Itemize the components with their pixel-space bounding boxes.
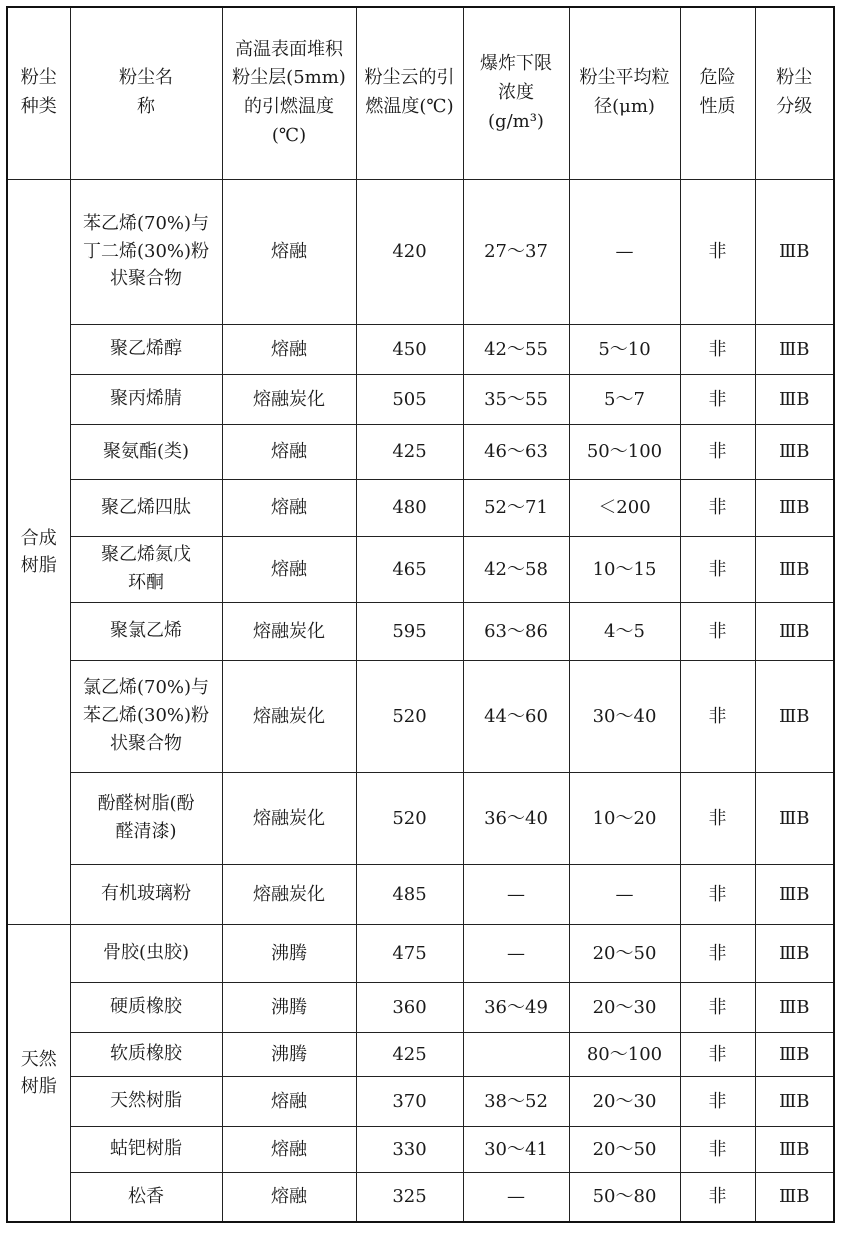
header-name: 粉尘名称 [70, 7, 222, 179]
cloud-ignition-cell: 425 [356, 1032, 463, 1076]
table-body [7, 179, 834, 1222]
dust-name-cell: 氯乙烯(70%)与苯乙烯(30%)粉状聚合物 [70, 660, 222, 772]
lower-explosion-limit-cell: 36～40 [463, 772, 569, 864]
dust-grade-cell: ⅢB [755, 1126, 834, 1172]
dust-name-cell: 酚醛树脂(酚醛清漆) [70, 772, 222, 864]
hazard-cell: 非 [680, 536, 755, 602]
hazard-cell: 非 [680, 324, 755, 374]
cloud-ignition-cell: 370 [356, 1076, 463, 1126]
header-kind: 粉尘种类 [7, 7, 70, 179]
cloud-ignition-cell: 520 [356, 772, 463, 864]
hazard-cell: 非 [680, 1126, 755, 1172]
hazard-cell: 非 [680, 660, 755, 772]
cloud-ignition-cell: 595 [356, 602, 463, 660]
header-grade: 粉尘分级 [755, 7, 834, 179]
hazard-cell: 非 [680, 602, 755, 660]
lower-explosion-limit-cell: 42～55 [463, 324, 569, 374]
table-row [7, 1172, 834, 1222]
lower-explosion-limit-cell: 46～63 [463, 424, 569, 479]
dust-kind-cell: 合成树脂 [7, 179, 70, 924]
hazard-cell: 非 [680, 479, 755, 536]
header-row [7, 7, 834, 179]
particle-size-cell: 20～50 [569, 1126, 680, 1172]
cloud-ignition-cell: 475 [356, 924, 463, 982]
header-lel: 爆炸下限浓度(g/m³) [463, 7, 569, 179]
dust-grade-cell: ⅢB [755, 660, 834, 772]
header-hazard: 危险性质 [680, 7, 755, 179]
particle-size-cell: 30～40 [569, 660, 680, 772]
layer-ignition-cell: 熔融炭化 [222, 374, 356, 424]
cloud-ignition-cell: 425 [356, 424, 463, 479]
table-row [7, 924, 834, 982]
dust-grade-cell: ⅢB [755, 772, 834, 864]
particle-size-cell: 5～7 [569, 374, 680, 424]
dust-grade-cell: ⅢB [755, 864, 834, 924]
particle-size-cell: 20～50 [569, 924, 680, 982]
dust-name-cell: 聚氯乙烯 [70, 602, 222, 660]
cloud-ignition-cell: 465 [356, 536, 463, 602]
layer-ignition-cell: 熔融 [222, 1172, 356, 1222]
hazard-cell: 非 [680, 179, 755, 324]
layer-ignition-cell: 沸腾 [222, 924, 356, 982]
lower-explosion-limit-cell: 27～37 [463, 179, 569, 324]
table-row [7, 479, 834, 536]
particle-size-cell: — [569, 179, 680, 324]
layer-ignition-cell: 熔融 [222, 424, 356, 479]
dust-grade-cell: ⅢB [755, 179, 834, 324]
dust-grade-cell: ⅢB [755, 1032, 834, 1076]
particle-size-cell: 10～15 [569, 536, 680, 602]
layer-ignition-cell: 熔融 [222, 536, 356, 602]
dust-grade-cell: ⅢB [755, 924, 834, 982]
dust-name-cell: 聚乙烯四肽 [70, 479, 222, 536]
dust-kind-cell: 天然树脂 [7, 924, 70, 1222]
dust-name-cell: 苯乙烯(70%)与丁二烯(30%)粉状聚合物 [70, 179, 222, 324]
particle-size-cell: 4～5 [569, 602, 680, 660]
lower-explosion-limit-cell: 38～52 [463, 1076, 569, 1126]
lower-explosion-limit-cell [463, 1032, 569, 1076]
cloud-ignition-cell: 485 [356, 864, 463, 924]
particle-size-cell: 50～80 [569, 1172, 680, 1222]
table-row [7, 1076, 834, 1126]
dust-grade-cell: ⅢB [755, 424, 834, 479]
lower-explosion-limit-cell: — [463, 1172, 569, 1222]
dust-name-cell: 松香 [70, 1172, 222, 1222]
layer-ignition-cell: 熔融炭化 [222, 660, 356, 772]
table-row [7, 1126, 834, 1172]
lower-explosion-limit-cell: 42～58 [463, 536, 569, 602]
hazard-cell: 非 [680, 424, 755, 479]
hazard-cell: 非 [680, 982, 755, 1032]
dust-grade-cell: ⅢB [755, 1076, 834, 1126]
table-row [7, 864, 834, 924]
lower-explosion-limit-cell: — [463, 924, 569, 982]
particle-size-cell: 20～30 [569, 1076, 680, 1126]
lower-explosion-limit-cell: 52～71 [463, 479, 569, 536]
table-row [7, 324, 834, 374]
header-cloud-temp: 粉尘云的引燃温度(℃) [356, 7, 463, 179]
layer-ignition-cell: 沸腾 [222, 1032, 356, 1076]
lower-explosion-limit-cell: 44～60 [463, 660, 569, 772]
dust-name-cell: 聚乙烯氮戊环酮 [70, 536, 222, 602]
lower-explosion-limit-cell: — [463, 864, 569, 924]
table-row [7, 772, 834, 864]
cloud-ignition-cell: 325 [356, 1172, 463, 1222]
table-row [7, 536, 834, 602]
dust-grade-cell: ⅢB [755, 982, 834, 1032]
dust-grade-cell: ⅢB [755, 374, 834, 424]
hazard-cell: 非 [680, 864, 755, 924]
table-row [7, 982, 834, 1032]
table-row [7, 424, 834, 479]
layer-ignition-cell: 熔融 [222, 1126, 356, 1172]
table-row [7, 1032, 834, 1076]
hazard-cell: 非 [680, 924, 755, 982]
layer-ignition-cell: 熔融炭化 [222, 772, 356, 864]
cloud-ignition-cell: 450 [356, 324, 463, 374]
table-row [7, 374, 834, 424]
dust-name-cell: 硬质橡胶 [70, 982, 222, 1032]
lower-explosion-limit-cell: 36～49 [463, 982, 569, 1032]
hazard-cell: 非 [680, 1032, 755, 1076]
dust-grade-cell: ⅢB [755, 602, 834, 660]
layer-ignition-cell: 熔融 [222, 1076, 356, 1126]
cloud-ignition-cell: 360 [356, 982, 463, 1032]
table-row [7, 179, 834, 324]
hazard-cell: 非 [680, 374, 755, 424]
particle-size-cell: ＜200 [569, 479, 680, 536]
particle-size-cell: — [569, 864, 680, 924]
dust-name-cell: 天然树脂 [70, 1076, 222, 1126]
dust-name-cell: 聚乙烯醇 [70, 324, 222, 374]
header-particle-size: 粉尘平均粒径(μm) [569, 7, 680, 179]
cloud-ignition-cell: 520 [356, 660, 463, 772]
hazard-cell: 非 [680, 1076, 755, 1126]
cloud-ignition-cell: 505 [356, 374, 463, 424]
dust-grade-cell: ⅢB [755, 324, 834, 374]
particle-size-cell: 20～30 [569, 982, 680, 1032]
cloud-ignition-cell: 480 [356, 479, 463, 536]
table-row [7, 660, 834, 772]
hazard-cell: 非 [680, 772, 755, 864]
particle-size-cell: 10～20 [569, 772, 680, 864]
dust-name-cell: 蛄钯树脂 [70, 1126, 222, 1172]
dust-grade-cell: ⅢB [755, 536, 834, 602]
table-row [7, 602, 834, 660]
hazard-cell: 非 [680, 1172, 755, 1222]
particle-size-cell: 80～100 [569, 1032, 680, 1076]
lower-explosion-limit-cell: 35～55 [463, 374, 569, 424]
dust-name-cell: 骨胶(虫胶) [70, 924, 222, 982]
particle-size-cell: 50～100 [569, 424, 680, 479]
layer-ignition-cell: 沸腾 [222, 982, 356, 1032]
dust-properties-table [6, 6, 835, 1223]
dust-name-cell: 聚丙烯腈 [70, 374, 222, 424]
cloud-ignition-cell: 420 [356, 179, 463, 324]
layer-ignition-cell: 熔融炭化 [222, 602, 356, 660]
layer-ignition-cell: 熔融 [222, 179, 356, 324]
header-layer-temp: 高温表面堆积粉尘层(5mm)的引燃温度(℃) [222, 7, 356, 179]
lower-explosion-limit-cell: 30～41 [463, 1126, 569, 1172]
dust-grade-cell: ⅢB [755, 1172, 834, 1222]
cloud-ignition-cell: 330 [356, 1126, 463, 1172]
layer-ignition-cell: 熔融 [222, 479, 356, 536]
dust-name-cell: 聚氨酯(类) [70, 424, 222, 479]
lower-explosion-limit-cell: 63～86 [463, 602, 569, 660]
layer-ignition-cell: 熔融 [222, 324, 356, 374]
particle-size-cell: 5～10 [569, 324, 680, 374]
dust-grade-cell: ⅢB [755, 479, 834, 536]
dust-name-cell: 软质橡胶 [70, 1032, 222, 1076]
layer-ignition-cell: 熔融炭化 [222, 864, 356, 924]
dust-name-cell: 有机玻璃粉 [70, 864, 222, 924]
